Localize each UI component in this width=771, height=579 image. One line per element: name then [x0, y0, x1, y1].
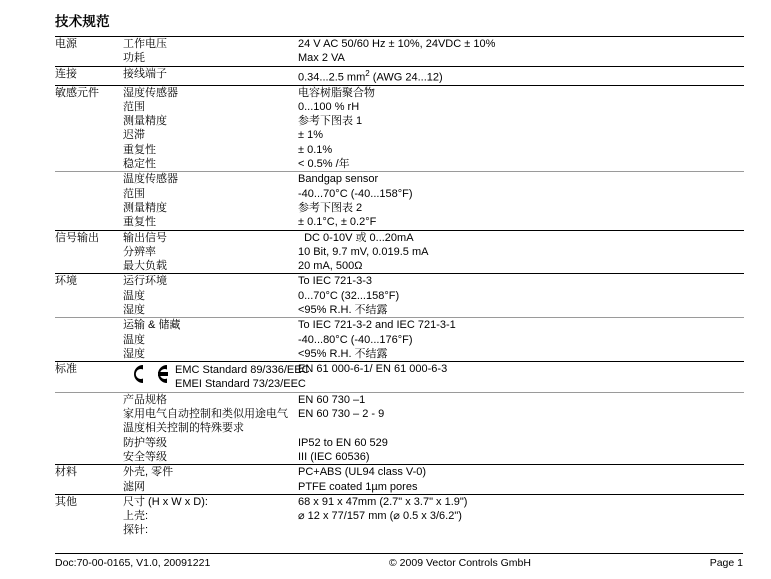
row-subject-line: 测量精度 [123, 201, 167, 214]
row-subject-line: 温度相关控制的特殊要求 [123, 422, 244, 435]
row-subject-line: 防护等级 [123, 436, 167, 449]
row-subject-line: 重复性 [123, 143, 156, 156]
row-subject-line: 家用电气自动控制和类似用途电气 [123, 408, 288, 421]
row-value-line: 10 Bit, 9.7 mV, 0.019.5 mA [298, 245, 429, 258]
footer-copyright: © 2009 Vector Controls GmbH [389, 557, 531, 569]
table-row [55, 66, 744, 85]
row-subject [123, 230, 298, 274]
row-category: 信号输出 [55, 230, 123, 274]
row-value-line: <95% R.H. 不结露 [298, 304, 388, 316]
row-value-line: 20 mA, 500Ω [298, 260, 363, 273]
row-value-line: Max 2 VA [298, 52, 345, 65]
row-subject-line: 上壳: [123, 510, 149, 523]
row-subject [123, 85, 298, 172]
row-subject-line: 迟滞 [123, 129, 145, 142]
row-value [298, 85, 744, 172]
row-category: 标准 [55, 362, 123, 393]
row-subject-line: 探针: [123, 524, 149, 537]
row-value-line: 0.34...2.5 $mm^2$ (AWG 24...12) [298, 68, 443, 84]
row-subject-line: 尺寸 (H x W x D): [123, 495, 208, 508]
row-subject-line: 测量精度 [123, 115, 167, 128]
row-category [55, 450, 123, 465]
row-value [298, 51, 744, 66]
table-row [55, 37, 744, 52]
row-value-line: 0...70°C (32...158°F) [298, 289, 400, 302]
row-subject [123, 436, 298, 450]
row-value-line: 参考下图表 1 [298, 115, 363, 128]
row-value-line: ± 1% [298, 129, 323, 142]
row-value-line: PC+ABS (UL94 class V-0) [298, 466, 427, 479]
row-subject-line: 湿度传感器 [123, 86, 178, 99]
row-value-line: To IEC 721-3-3 [298, 275, 372, 288]
table-row [55, 85, 744, 172]
row-category: 环境 [55, 274, 123, 318]
row-category: 连接 [55, 66, 123, 85]
table-row [55, 172, 744, 230]
footer-page-number: Page 1 [709, 557, 743, 569]
row-category: 其他 [55, 494, 123, 537]
row-subject-line: 范围 [123, 100, 145, 113]
row-subject-line: EMEI Standard 73/23/EEC [175, 378, 306, 391]
specifications-table [55, 36, 744, 538]
row-subject-line: 工作电压 [123, 38, 167, 50]
row-subject-line: 分辨率 [123, 245, 156, 258]
row-subject [123, 274, 298, 318]
row-subject-line: 湿度 [123, 304, 145, 316]
row-value-line: DC 0-10V 或 0...20mA [298, 231, 414, 244]
row-value [298, 392, 744, 435]
row-value-line: PTFE coated 1µm pores [298, 480, 418, 493]
row-subject-line: 接线端子 [123, 67, 167, 80]
row-subject [123, 318, 298, 362]
row-value-line: 参考下图表 2 [298, 201, 363, 214]
row-subject [123, 392, 298, 435]
row-subject-line: 湿度 [123, 347, 145, 360]
row-value-line: < 0.5% /年 [298, 158, 350, 171]
row-value [298, 494, 744, 537]
row-value-line: EN 60 730 –1 [298, 393, 366, 406]
row-value-line: EN 61 000-6-1/ EN 61 000-6-3 [298, 363, 448, 376]
table-row [55, 362, 744, 393]
row-value-line: -40...70°C (-40...158°F) [298, 187, 413, 200]
table-row [55, 465, 744, 495]
table-row [55, 450, 744, 465]
row-category [55, 318, 123, 362]
row-value [298, 274, 744, 318]
row-value-line: <95% R.H. 不结露 [298, 347, 388, 360]
row-value [298, 318, 744, 362]
row-value-line: 24 V AC 50/60 Hz ± 10%, 24VDC ± 10% [298, 38, 496, 50]
row-category [55, 172, 123, 230]
row-value [298, 66, 744, 85]
row-value-line: 电容树脂聚合物 [298, 86, 375, 99]
row-subject [123, 51, 298, 66]
row-value [298, 450, 744, 465]
row-subject [123, 172, 298, 230]
ce-mark-icon [123, 363, 169, 385]
table-row [55, 274, 744, 318]
table-row [55, 436, 744, 450]
row-value-line: 68 x 91 x 47mm (2.7" x 3.7" x 1.9") [298, 495, 468, 508]
row-category [55, 392, 123, 435]
row-value-line: Bandgap sensor [298, 173, 379, 186]
row-subject-line: 运行环境 [123, 275, 167, 288]
row-subject [123, 37, 298, 52]
row-subject-line: 产品规格 [123, 393, 167, 406]
row-subject-line: 范围 [123, 187, 145, 200]
row-value-line: ± 0.1°C, ± 0.2°F [298, 216, 377, 229]
row-subject [123, 66, 298, 85]
row-subject-line: 滤网 [123, 480, 145, 493]
row-subject-line: 重复性 [123, 216, 156, 229]
row-value-line: IP52 to EN 60 529 [298, 436, 388, 449]
row-subject-line: 安全等级 [123, 450, 167, 463]
row-subject-line: 运输 & 储藏 [123, 319, 181, 332]
footer-doc-id: Doc:70-00-0165, V1.0, 20091221 [55, 557, 211, 569]
row-subject [123, 362, 310, 393]
row-value-line: III (IEC 60536) [298, 450, 370, 463]
row-subject [123, 494, 298, 537]
row-subject-line: 最大负载 [123, 260, 167, 273]
row-subject-line: 稳定性 [123, 158, 156, 171]
row-value-line: -40...80°C (-40...176°F) [298, 333, 413, 346]
row-value-line: ± 0.1% [298, 143, 333, 156]
row-value [298, 362, 744, 393]
row-category [55, 51, 123, 66]
table-row [55, 392, 744, 435]
row-value [298, 172, 744, 230]
table-row [55, 318, 744, 362]
page-title: 技术规范 [55, 14, 110, 29]
row-category: 电源 [55, 37, 123, 52]
row-subject [123, 465, 298, 495]
row-category: 敏感元件 [55, 85, 123, 172]
row-value [298, 465, 744, 495]
row-subject-line: EMC Standard 89/336/EEC [175, 364, 310, 377]
row-subject-line: 功耗 [123, 52, 145, 65]
row-value-line: ⌀ 12 x 77/157 mm (⌀ 0.5 x 3/6.2") [298, 510, 462, 523]
row-category: 材料 [55, 465, 123, 495]
row-subject-line: 外壳, 零件 [123, 466, 174, 479]
table-row [55, 230, 744, 274]
row-subject [123, 450, 298, 465]
row-subject-line: 温度 [123, 289, 145, 302]
page-footer [55, 553, 743, 569]
row-category [55, 436, 123, 450]
row-subject-line: 输出信号 [123, 231, 167, 244]
row-value [298, 37, 744, 52]
row-value [298, 436, 744, 450]
row-value-line: To IEC 721-3-2 and IEC 721-3-1 [298, 319, 456, 332]
table-row [55, 494, 744, 537]
row-subject-line: 温度传感器 [123, 173, 178, 186]
row-value-line: EN 60 730 – 2 - 9 [298, 408, 385, 421]
row-value [298, 230, 744, 274]
row-subject-line: 温度 [123, 333, 145, 346]
row-value-line: 0...100 % rH [298, 100, 360, 113]
table-row [55, 51, 744, 66]
